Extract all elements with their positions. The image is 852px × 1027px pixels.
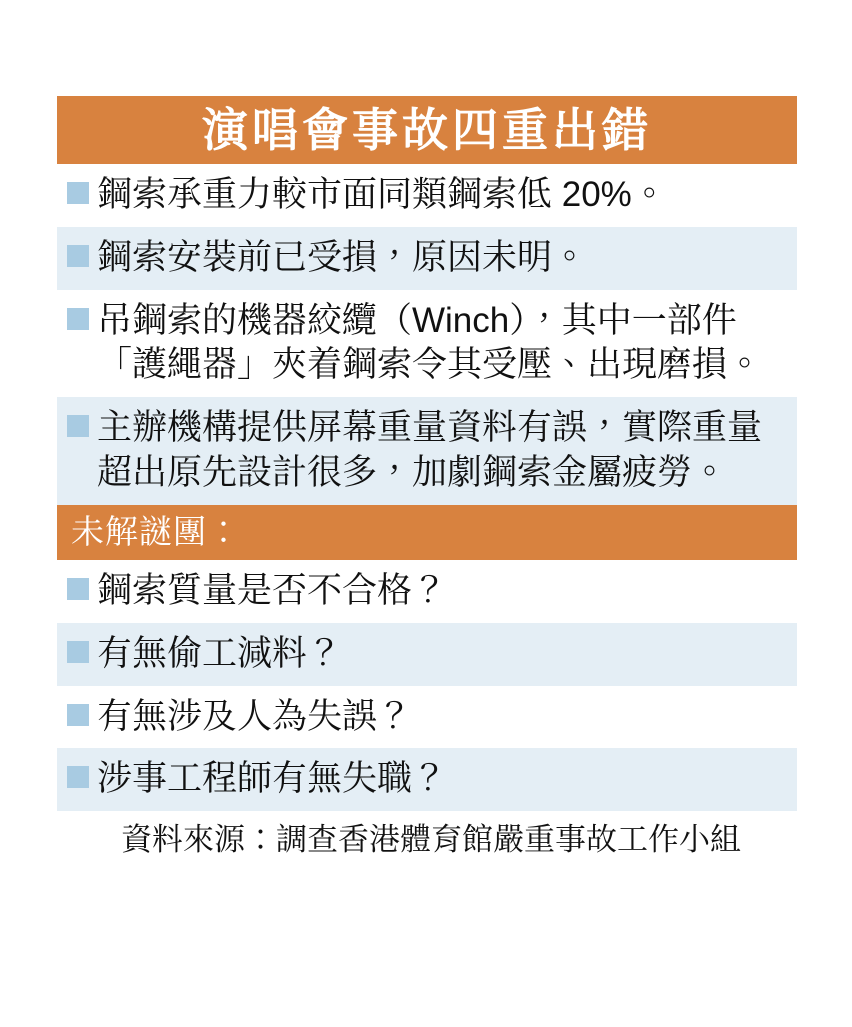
- list-item-text: 鋼索質量是否不合格？: [97, 571, 448, 611]
- list-item: [57, 164, 797, 227]
- section-header-label: 未解謎團：: [71, 512, 241, 550]
- infographic-container: [57, 96, 797, 864]
- list-item-text: 有無涉及人為失誤？: [97, 696, 413, 736]
- square-bullet-icon: [67, 704, 89, 726]
- square-bullet-icon: [67, 578, 89, 600]
- list-item-text: 鋼索安裝前已受損，原因未明。: [97, 237, 588, 277]
- list-item: [57, 560, 797, 623]
- title-bar: [57, 96, 797, 164]
- list-item: [57, 290, 797, 398]
- list-item: [57, 686, 797, 749]
- list-item: [57, 227, 797, 290]
- list-item: [57, 748, 797, 811]
- square-bullet-icon: [67, 766, 89, 788]
- page-title: 演唱會事故四重出錯: [202, 104, 652, 156]
- square-bullet-icon: [67, 415, 89, 437]
- list-item-text: 主辦機構提供屏幕重量資料有誤，實際重量超出原先設計很多，加劇鋼索金屬疲勞。: [97, 408, 763, 492]
- list-item-text: 有無偷工減料？: [97, 633, 343, 673]
- list-item-text: 涉事工程師有無失職？: [97, 759, 448, 799]
- section-header: [57, 505, 797, 560]
- source-note: [57, 811, 797, 864]
- source-note-text: 資料來源：調查香港體育館嚴重事故工作小組: [121, 822, 741, 858]
- square-bullet-icon: [67, 182, 89, 204]
- list-item-text: 吊鋼索的機器絞纜（Winch），其中一部件「護繩器」夾着鋼索令其受壓、出現磨損。: [97, 300, 763, 385]
- list-item-text: 鋼索承重力較市面同類鋼索低 20%。: [97, 175, 667, 214]
- list-item: [57, 397, 797, 505]
- square-bullet-icon: [67, 641, 89, 663]
- square-bullet-icon: [67, 308, 89, 330]
- square-bullet-icon: [67, 245, 89, 267]
- list-item: [57, 623, 797, 686]
